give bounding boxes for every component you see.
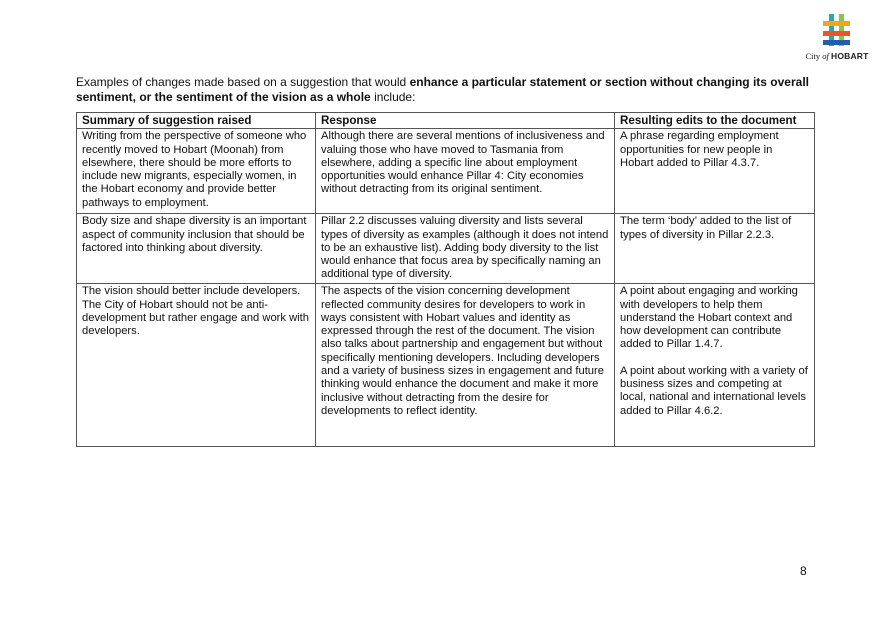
edit-text: A phrase regarding employment opportunities for new people in Hobart added to Pillar 4.3.7.: [620, 130, 779, 169]
header-summary: Summary of suggestion raised: [77, 113, 316, 129]
edit-text: A point about engaging and working with developers to help them understand the Hobart context and how development can contribute added to Pillar 1.4.7.: [620, 285, 798, 351]
header-response: Response: [316, 113, 615, 129]
intro-emphasis: enhance a particular statement or section without changing its overall sentiment, or the sentiment of the vision as a whole: [76, 75, 809, 104]
city-of-hobart-logo: [802, 14, 872, 64]
suggestions-table: [76, 112, 815, 447]
summary-cell: Body size and shape diversity is an important aspect of community inclusion that should be factored into thinking about diversity.: [77, 214, 316, 284]
logo-text: City of HOBART: [805, 51, 869, 61]
response-cell: Although there are several mentions of inclusiveness and valuing those who have moved to Tasmania from elsewhere, adding a specific line about employment opportunities would enhance Pillar 4: City economies without detracting from its original sentiment.: [316, 129, 615, 214]
response-cell: The aspects of the vision concerning development reflected community desires for developers to work in ways consistent with Hobart values and identity as expressed through the rest of the document. The vision also talks about partnership and engagement but without specifically mentioning developers. Including developers and a variety of business sizes in engagement and future thinking would enhance the document and make it more inclusive without detracting from the desire for developments to reflect identity.: [316, 284, 615, 447]
summary-cell: The vision should better include developers. The City of Hobart should not be anti-development but rather engage and work with developers.: [77, 284, 316, 447]
edits-cell: [615, 284, 815, 447]
table-header-row: [77, 113, 815, 129]
edits-cell: [615, 214, 815, 284]
header-resulting-edits: Resulting edits to the document: [615, 113, 815, 129]
table-row: [77, 214, 815, 284]
intro-paragraph: Examples of changes made based on a suggestion that would enhance a particular statement or section without changing its overall sentiment, or the sentiment of the vision as a whole include:: [76, 75, 809, 104]
table-row: [77, 284, 815, 447]
hobart-grid-icon: [819, 14, 853, 46]
edit-text: A point about working with a variety of business sizes and competing at local, national and international levels added to Pillar 4.6.2.: [620, 364, 808, 417]
summary-cell: Writing from the perspective of someone who recently moved to Hobart (Moonah) from elsewhere, there should be more efforts to include new migrants, especially women, in the Hobart economy and provide better pathways to employment.: [77, 129, 316, 214]
table-row: [77, 129, 815, 214]
edits-cell: [615, 129, 815, 214]
response-cell: Pillar 2.2 discusses valuing diversity and lists several types of diversity as examples (although it does not intend to be an exhaustive list). Adding body diversity to the list would enhance that focus area by specifically naming an additional type of diversity.: [316, 214, 615, 284]
page-number: 8: [800, 564, 807, 578]
edit-text: The term ‘body’ added to the list of types of diversity in Pillar 2.2.3.: [620, 215, 792, 241]
